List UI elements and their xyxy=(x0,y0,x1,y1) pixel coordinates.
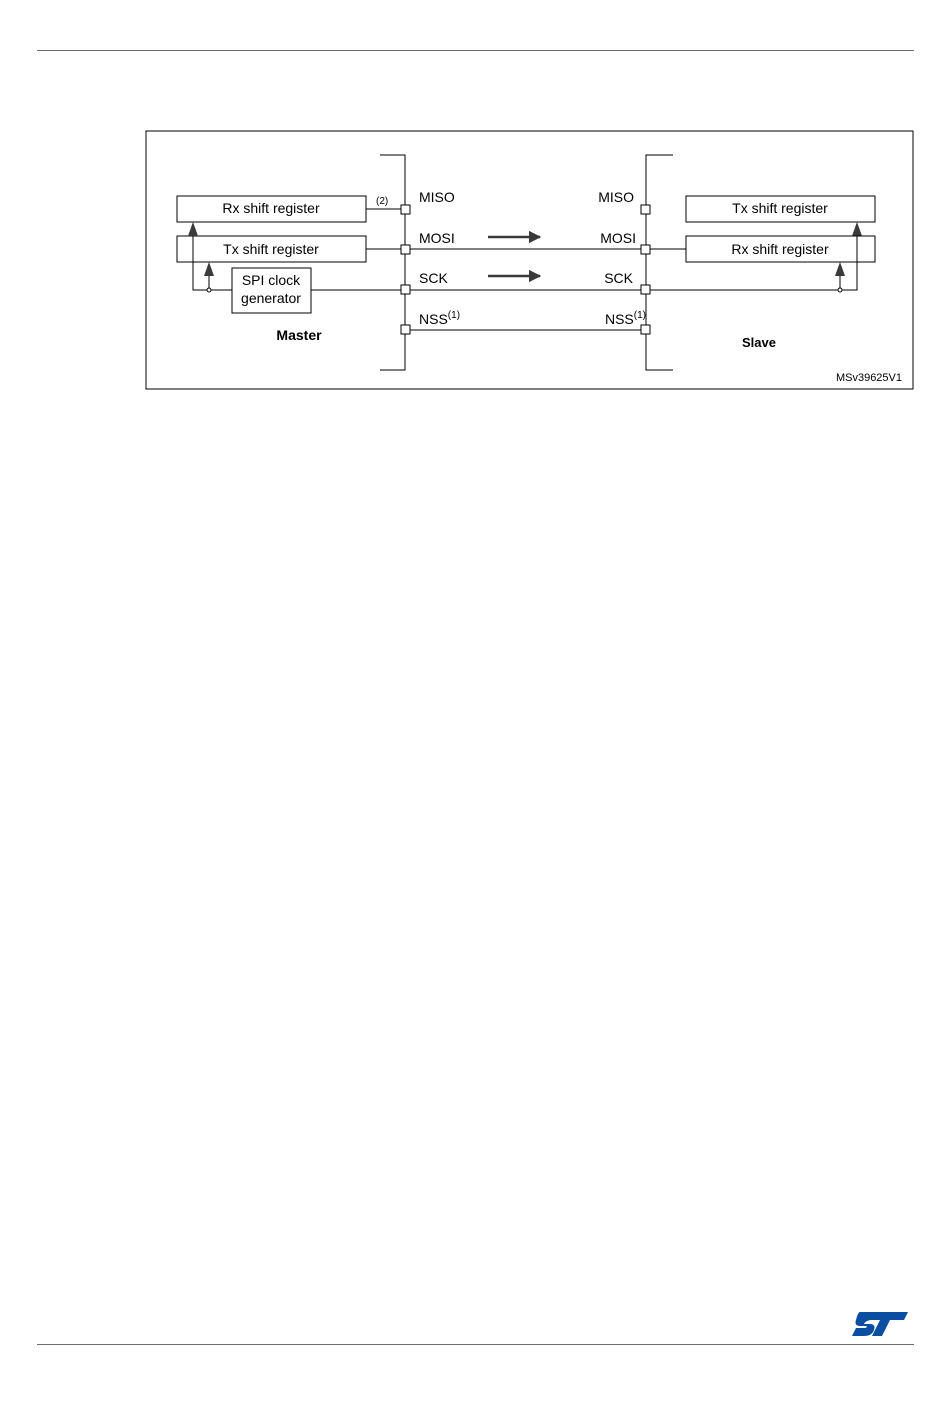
spi-clock-generator-label-line2: generator xyxy=(241,290,301,306)
slave-tx-register-label: Tx shift register xyxy=(732,200,828,216)
slave-mosi-pin xyxy=(641,245,650,254)
slave-label: Slave xyxy=(742,335,776,350)
master-mosi-pin xyxy=(401,245,410,254)
master-tx-clock-arrowhead xyxy=(204,262,214,276)
spi-clock-generator-label-line1: SPI clock xyxy=(241,272,301,288)
slave-nss-pin xyxy=(641,325,650,334)
master-miso-pin xyxy=(401,205,410,214)
master-nss-pin xyxy=(401,325,410,334)
slave-clock-junction xyxy=(838,288,842,292)
master-miso-label: MISO xyxy=(419,189,455,205)
master-tx-register-label: Tx shift register xyxy=(223,241,319,257)
master-nss-note: (1) xyxy=(447,310,461,321)
master-miso-note: (2) xyxy=(376,196,389,207)
slave-mosi-label: MOSI xyxy=(600,230,636,246)
slave-boundary xyxy=(646,155,673,370)
master-rx-register-label: Rx shift register xyxy=(222,200,320,216)
footer-rule xyxy=(37,1344,914,1345)
master-nss-text: NSS xyxy=(419,311,448,327)
signal-lines xyxy=(311,209,857,330)
master-boundary xyxy=(380,155,405,370)
slave-tx-clock-arrowhead xyxy=(852,222,862,236)
master-clock-junction xyxy=(207,288,211,292)
slave-nss-note: (1) xyxy=(633,310,646,321)
slave-sck-pin xyxy=(641,285,650,294)
master-mosi-label: MOSI xyxy=(419,230,455,246)
slave-sck-label: SCK xyxy=(604,270,633,286)
slave-miso-pin xyxy=(641,205,650,214)
slave-rx-clock-arrowhead xyxy=(835,262,845,276)
master-rx-clock-arrowhead xyxy=(188,222,198,236)
master-nss-label xyxy=(419,310,460,327)
master-sck-pin xyxy=(401,285,410,294)
st-logo-icon xyxy=(850,1308,910,1340)
slave-nss-label xyxy=(605,310,646,327)
master-label: Master xyxy=(276,327,322,343)
master-sck-label: SCK xyxy=(419,270,448,286)
slave-miso-label: MISO xyxy=(598,189,634,205)
figure-reference: MSv39625V1 xyxy=(835,372,902,384)
slave-nss-text: NSS xyxy=(604,311,634,327)
spi-connection-diagram xyxy=(0,0,950,400)
slave-rx-register-label: Rx shift register xyxy=(731,241,829,257)
